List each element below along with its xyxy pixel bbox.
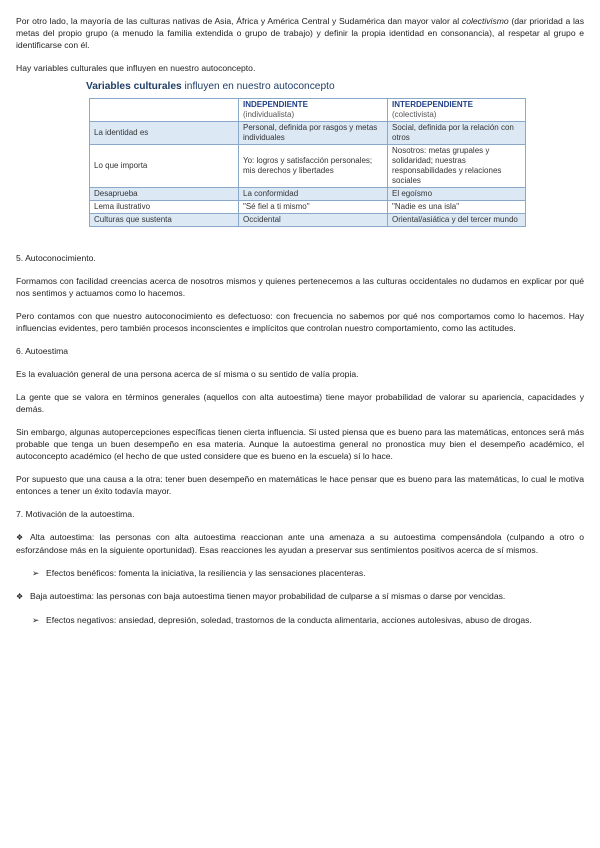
section-6-paragraph-3: Sin embargo, algunas autopercepciones específicas tienen cierta influencia. Si usted piensa que es bueno para las matemáticas, entonces será más probable que tenga un buen desempeño en esa materia. Aunque la autoestima general no pronostica muy bien el desempeño académico, el autoconcepto académico (el hecho de que usted considere que es bueno en la escuela) sí lo hace. — [16, 427, 584, 461]
table-cell: Oriental/asiática y del tercer mundo — [388, 214, 526, 227]
table-row — [90, 188, 526, 201]
intro-paragraph-collectivism — [16, 15, 584, 51]
section-7-heading: 7. Motivación de la autoestima. — [16, 509, 135, 519]
table-cell: Social, definida por la relación con otros — [388, 122, 526, 145]
header-cell-interdependent — [388, 99, 526, 122]
row-label: La identidad es — [90, 122, 239, 145]
table-cell: El egoísmo — [388, 188, 526, 201]
sub-bullet-text: Efectos negativos: ansiedad, depresión, soledad, trastornos de la conducta alimentaria, acciones autolesivas, abuso de drogas. — [46, 615, 532, 625]
intro-text-a: Por otro lado, la mayoría de las culturas nativas de Asia, África y América Central y Sudamérica dan mayor valor al — [16, 16, 462, 26]
document-page — [16, 15, 584, 626]
header-title: INDEPENDIENTE — [243, 100, 308, 109]
intro-paragraph-variables: Hay variables culturales que influyen en nuestro autoconcepto. — [16, 63, 256, 73]
row-label: Lo que importa — [90, 145, 239, 188]
section-5-heading: 5. Autoconocimiento. — [16, 253, 96, 263]
bullet-high-self-esteem — [16, 531, 584, 556]
bullet-low-self-esteem — [16, 590, 584, 603]
table-header-row — [90, 99, 526, 122]
arrow-bullet-icon: ➢ — [32, 568, 40, 578]
table-caption — [86, 80, 584, 93]
section-6-heading: 6. Autoestima — [16, 346, 69, 356]
table-cell: "Nadie es una isla" — [388, 201, 526, 214]
table-caption-rest: influyen en nuestro autoconcepto — [181, 81, 335, 92]
diamond-bullet-icon: ❖ — [16, 533, 24, 542]
table-row — [90, 122, 526, 145]
table-cell: "Sé fiel a ti mismo" — [239, 201, 388, 214]
sub-bullet-beneficial-effects — [16, 567, 584, 579]
table-cell: La conformidad — [239, 188, 388, 201]
sub-bullet-text: Efectos benéficos: fomenta la iniciativa, la resiliencia y las sensaciones placenteras. — [46, 568, 366, 578]
header-subtitle: (individualista) — [243, 110, 295, 119]
table-row — [90, 214, 526, 227]
table-cell: Personal, definida por rasgos y metas individuales — [239, 122, 388, 145]
table-cell: Occidental — [239, 214, 388, 227]
header-title: INTERDEPENDIENTE — [392, 100, 473, 109]
section-6-paragraph-1: Es la evaluación general de una persona acerca de sí misma o su sentido de valía propia. — [16, 369, 359, 379]
bullet-text: Baja autoestima: las personas con baja autoestima tienen mayor probabilidad de culparse a sí mismas o darse por vencidas. — [30, 591, 506, 601]
row-label: Culturas que sustenta — [90, 214, 239, 227]
section-5-paragraph-2: Pero contamos con que nuestro autoconocimiento es defectuoso: con frecuencia no sabemos por qué nos comportamos como lo hacemos. Hay influencias evidentes, pero también procesos inconscientes e implícitos que controlan nuestro comportamiento, como las actitudes. — [16, 311, 584, 333]
section-6-paragraph-2: La gente que se valora en términos generales (aquellos con alta autoestima) tiene mayor probabilidad de valorar su apariencia, capacidades y demás. — [16, 392, 584, 414]
section-6-paragraph-4: Por supuesto que una causa a la otra: tener buen desempeño en matemáticas le hace pensar que es bueno para las matemáticas, lo cual le motiva entonces a tener un éxito todavía mayor. — [16, 474, 584, 496]
table-row — [90, 201, 526, 214]
row-label: Desaprueba — [90, 188, 239, 201]
table-caption-bold: Variables culturales — [86, 81, 182, 92]
bullet-text: Alta autoestima: las personas con alta autoestima reaccionan ante una amenaza a su autoestima compensándola (culpando a otro o esforzándose más en la siguiente oportunidad). Esas reacciones les ayudan a preservar sus sentimientos positivos acerca de sí mismos. — [16, 532, 584, 555]
diamond-bullet-icon: ❖ — [16, 592, 24, 601]
sub-bullet-negative-effects — [16, 614, 584, 626]
intro-emphasis: colectivismo — [461, 16, 509, 26]
header-subtitle: (colectivista) — [392, 110, 437, 119]
row-label: Lema ilustrativo — [90, 201, 239, 214]
arrow-bullet-icon: ➢ — [32, 615, 40, 625]
table-cell: Nosotros: metas grupales y solidaridad; nuestras responsabilidades y relaciones sociales — [388, 145, 526, 188]
intro-text-b: (dar prioridad a las metas del propio grupo (a menudo la familia extendida o grupo de trabajo) y definir la propia identidad en consonancia), al respetar al grupo e identificarse con él. — [16, 16, 584, 50]
table-row — [90, 145, 526, 188]
header-cell-empty — [90, 99, 239, 122]
cultural-variables-table — [89, 98, 526, 227]
header-cell-independent — [239, 99, 388, 122]
table-cell: Yo: logros y satisfacción personales; mis derechos y libertades — [239, 145, 388, 188]
section-5-paragraph-1: Formamos con facilidad creencias acerca de nosotros mismos y quienes pertenecemos a las culturas occidentales no dudamos en explicar por qué nos sentimos y actuamos como lo hacemos. — [16, 276, 584, 298]
